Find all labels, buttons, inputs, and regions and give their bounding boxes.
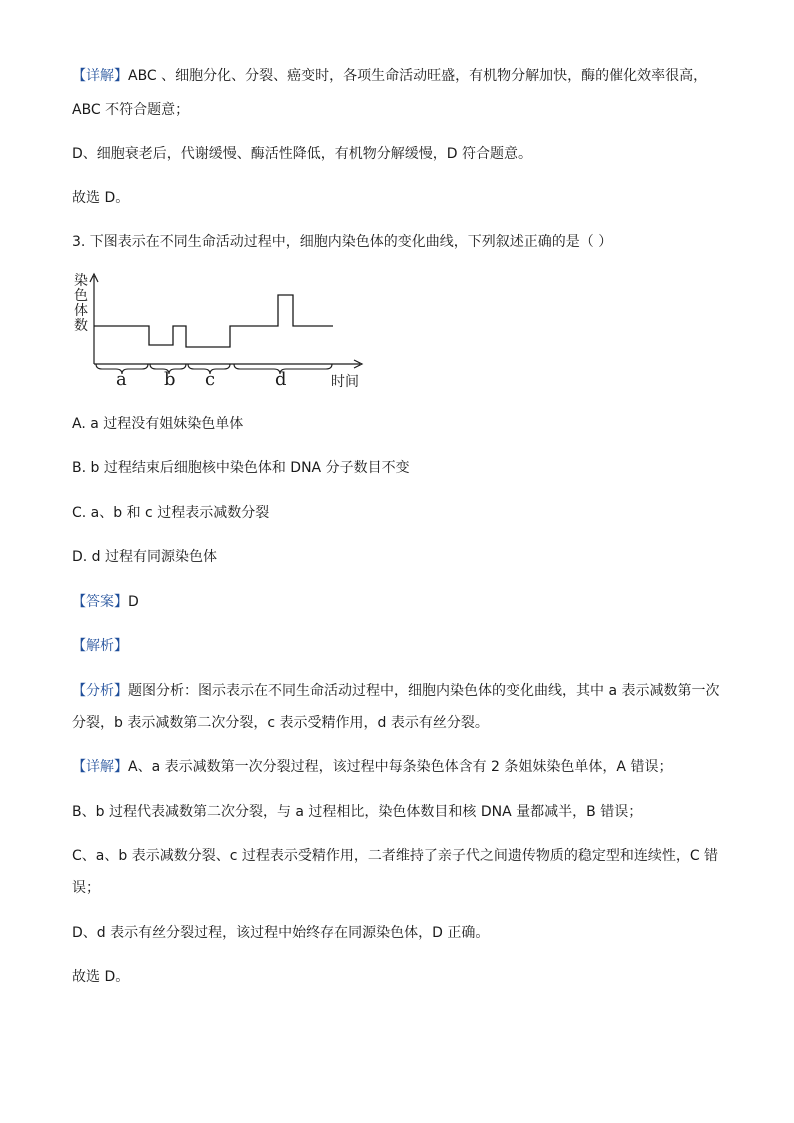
prev-detail-option-d: D、细胞衰老后，代谢缓慢、酶活性降低，有机物分解缓慢，D 符合题意。 [72,146,533,162]
answer-tag: 【答案】 [72,594,128,610]
answer-value: D [128,594,139,610]
answer-line [72,592,139,612]
detail-text-a: A、a 表示减数第一次分裂过程，该过程中每条染色体含有 2 条姐妹染色单体，A 错误； [128,759,673,775]
detail-line-c-2: 误； [72,880,100,896]
question-stem: 3. 下图表示在不同生命活动过程中，细胞内染色体的变化曲线，下列叙述正确的是（ ） [72,234,613,250]
analysis-heading [72,636,128,656]
detail-line-d: D、d 表示有丝分裂过程，该过程中始终存在同源染色体，D 正确。 [72,925,490,941]
breakdown-tag: 【分析】 [72,683,128,699]
segment-label-a: a [116,369,127,390]
detail-line-a [72,757,672,777]
segment-label-c: c [205,369,216,390]
prev-detail-line-2: ABC 不符合题意； [72,102,190,118]
y-axis-label: 染色体数 [74,273,88,334]
chromosome-curve-figure [68,268,368,398]
breakdown-line-1 [72,681,719,701]
prev-detail-text-1: ABC 、细胞分化、分裂、癌变时，各项生命活动旺盛，有机物分解加快，酶的催化效率很高， [128,68,708,84]
chromosome-step-curve [94,295,333,347]
final-conclusion: 故选 D。 [72,969,130,985]
detail-tag-2: 【详解】 [72,759,128,775]
segment-label-b: b [164,369,176,390]
detail-line-b: B、b 过程代表减数第二次分裂，与 a 过程相比，染色体数目和核 DNA 量都减半，B 错误； [72,804,643,820]
option-d: D. d 过程有同源染色体 [72,549,218,565]
breakdown-line-2: 分裂，b 表示减数第二次分裂，c 表示受精作用，d 表示有丝分裂。 [72,715,489,731]
option-b: B. b 过程结束后细胞核中染色体和 DNA 分子数目不变 [72,460,410,476]
option-c: C. a、b 和 c 过程表示减数分裂 [72,505,270,521]
prev-detail-line-1 [72,66,707,86]
detail-line-c-1: C、a、b 表示减数分裂、c 过程表示受精作用，二者维持了亲子代之间遗传物质的稳定型和连续性，C 错 [72,848,719,864]
chromosome-curve-graph [68,268,368,398]
breakdown-text-1: 题图分析：图示表示在不同生命活动过程中，细胞内染色体的变化曲线，其中 a 表示减数第一次 [128,683,720,699]
x-axis-label: 时间 [331,374,359,390]
detail-tag: 【详解】 [72,68,128,84]
segment-label-d: d [275,369,287,390]
analysis-tag: 【解析】 [72,638,128,654]
option-a: A. a 过程没有姐妹染色单体 [72,416,244,432]
prev-conclusion: 故选 D。 [72,190,130,206]
